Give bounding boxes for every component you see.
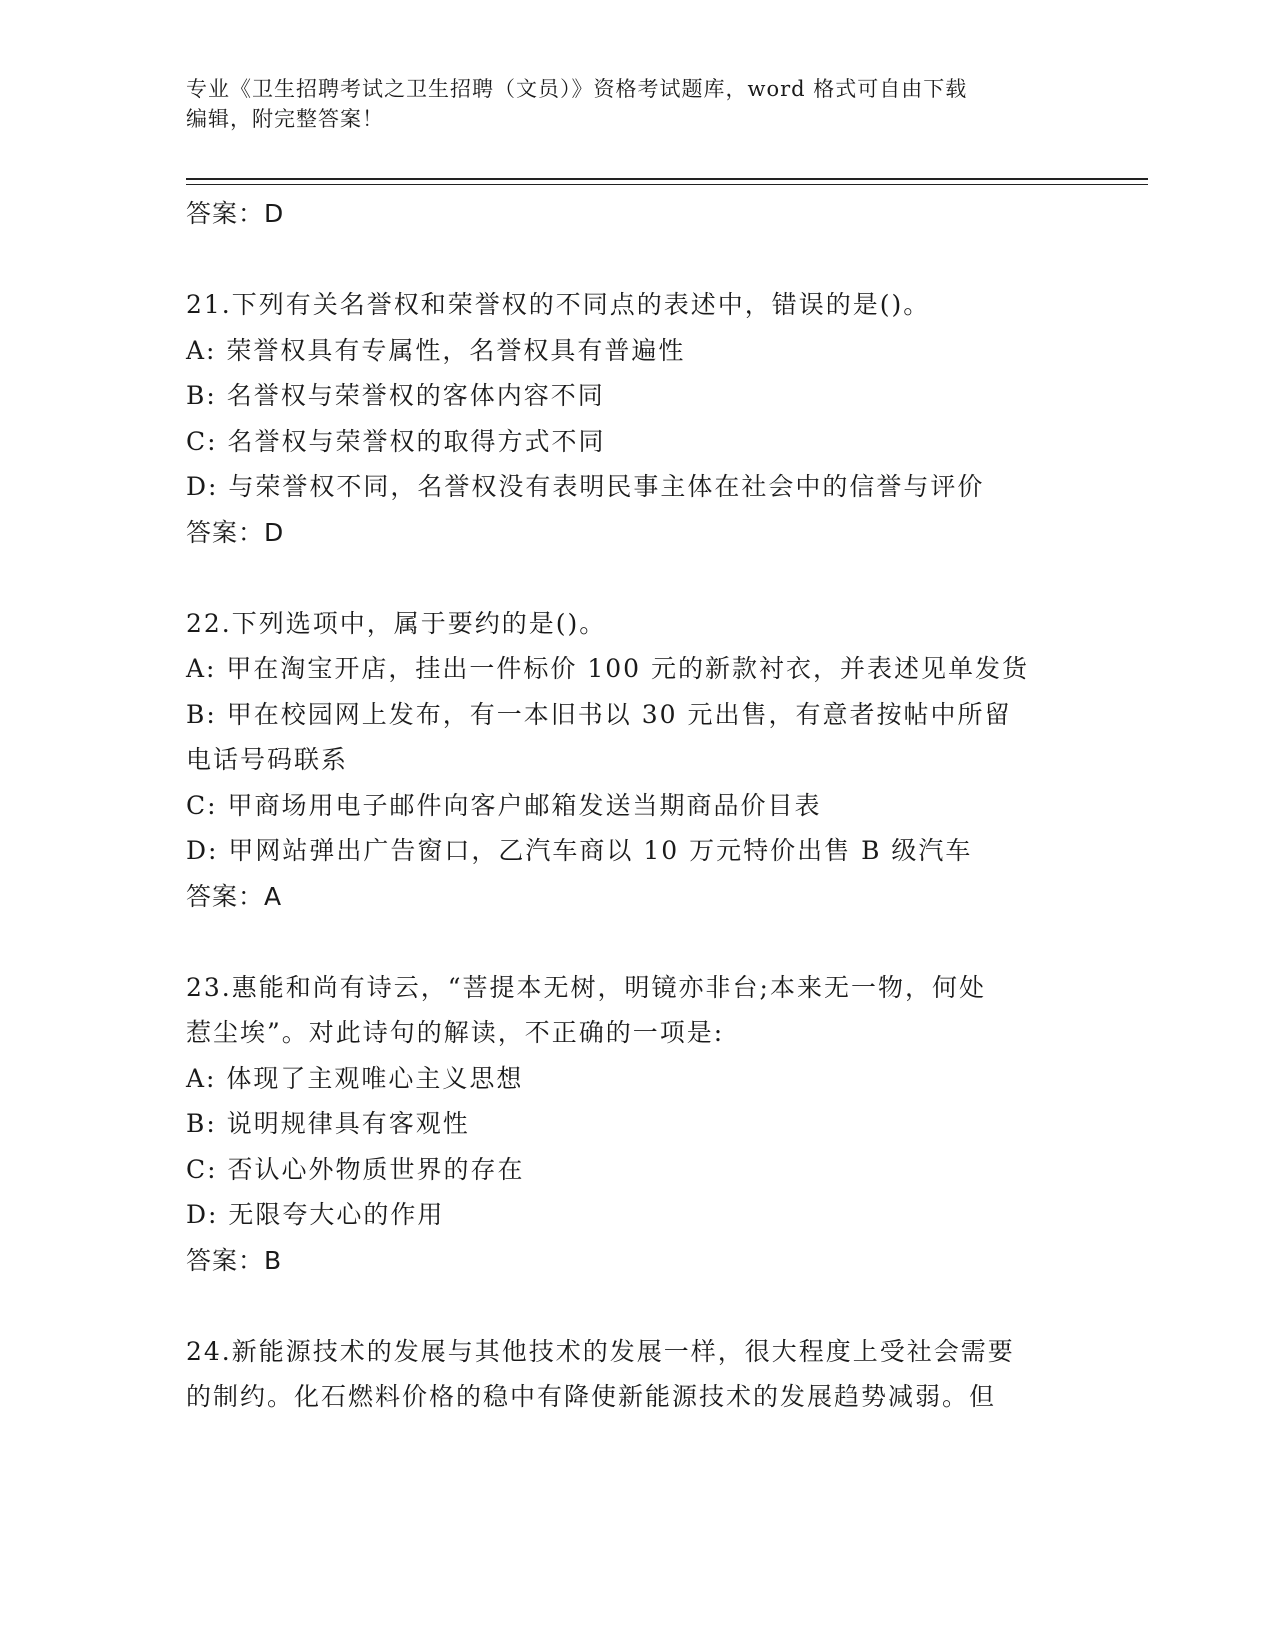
option-line: C: 名誉权与荣誉权的取得方式不同 bbox=[186, 426, 606, 456]
option-line: B: 甲在校园网上发布，有一本旧书以 30 元出售，有意者按帖中所留 bbox=[186, 699, 1012, 729]
questions-container bbox=[186, 282, 1086, 1420]
question-stem-line: 惹尘埃”。对此诗句的解读，不正确的一项是: bbox=[186, 1018, 725, 1047]
document-header bbox=[186, 74, 1086, 134]
spacer bbox=[186, 237, 1086, 283]
option-line: D: 与荣誉权不同，名誉权没有表明民事主体在社会中的信誉与评价 bbox=[186, 472, 985, 501]
spacer bbox=[186, 555, 1086, 601]
answer-line: 答案：D bbox=[186, 517, 285, 547]
option-line: C: 甲商场用电子邮件向客户邮箱发送当期商品价目表 bbox=[186, 790, 822, 820]
question-block bbox=[186, 282, 1086, 601]
option-line: A: 荣誉权具有专属性，名誉权具有普遍性 bbox=[186, 335, 686, 365]
option-line: A: 甲在淘宝开店，挂出一件标价 100 元的新款衬衣，并表述见单发货 bbox=[186, 654, 1030, 683]
answer-line: 答案：B bbox=[186, 1245, 283, 1275]
question-block bbox=[186, 601, 1086, 965]
question-block bbox=[186, 965, 1086, 1329]
option-line: C: 否认心外物质世界的存在 bbox=[186, 1154, 525, 1184]
option-line: D: 甲网站弹出广告窗口，乙汽车商以 10 万元特价出售 B 级汽车 bbox=[186, 836, 973, 865]
previous-answer: 答案：D bbox=[186, 199, 285, 228]
option-line: 电话号码联系 bbox=[186, 745, 349, 774]
question-stem-line: 24.新能源技术的发展与其他技术的发展一样，很大程度上受社会需要 bbox=[186, 1336, 1015, 1366]
question-stem-line: 的制约。化石燃料价格的稳中有降使新能源技术的发展趋势减弱。但 bbox=[186, 1382, 997, 1411]
answer-line: 答案：A bbox=[186, 881, 283, 911]
header-divider-thin bbox=[186, 184, 1148, 185]
question-block bbox=[186, 1329, 1086, 1420]
question-stem-line: 22.下列选项中，属于要约的是()。 bbox=[186, 608, 607, 638]
option-line: B: 说明规律具有客观性 bbox=[186, 1109, 470, 1138]
header-divider-thick bbox=[186, 178, 1148, 180]
header-line-1: 专业《卫生招聘考试之卫生招聘（文员）》资格考试题库，word 格式可自由下载 bbox=[186, 77, 968, 101]
spacer bbox=[186, 1283, 1086, 1329]
spacer bbox=[186, 919, 1086, 965]
option-line: D: 无限夸大心的作用 bbox=[186, 1200, 445, 1229]
question-stem-line: 21.下列有关名誉权和荣誉权的不同点的表述中，错误的是()。 bbox=[186, 290, 931, 319]
option-line: B: 名誉权与荣誉权的客体内容不同 bbox=[186, 381, 605, 410]
header-line-2: 编辑，附完整答案！ bbox=[186, 107, 384, 131]
option-line: A: 体现了主观唯心主义思想 bbox=[186, 1063, 524, 1093]
question-list bbox=[186, 191, 1086, 1420]
question-stem-line: 23.惠能和尚有诗云，“菩提本无树，明镜亦非台;本来无一物，何处 bbox=[186, 972, 986, 1002]
